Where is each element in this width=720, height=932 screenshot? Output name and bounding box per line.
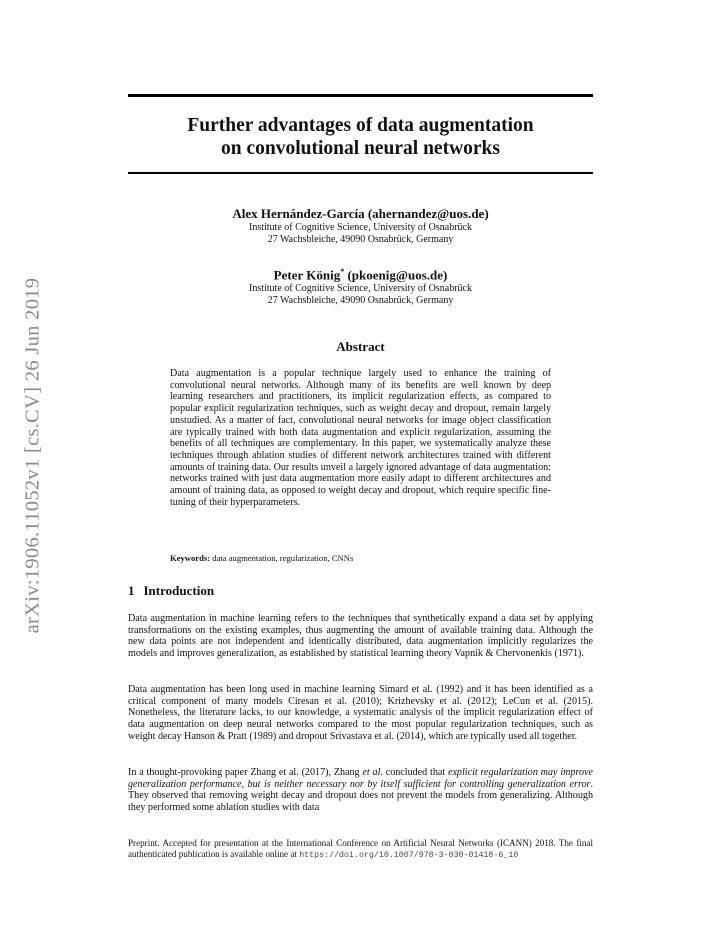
author-block-2 (128, 264, 593, 307)
author-address: 27 Wachsbleiche, 49090 Osnabrück, Germany (267, 295, 454, 307)
author-institute: Institute of Cognitive Science, University of Osnabrück (248, 222, 472, 233)
keywords-line (170, 553, 551, 564)
paper-title-line-1: Further advantages of data augmentation (187, 115, 534, 136)
arxiv-identifier-text: arXiv:1906.11052v1 [cs.CV] 26 Jun 2019 (21, 277, 44, 634)
author-email[interactable]: (pkoenig@uos.de) (347, 267, 448, 283)
title-bottom-rule (128, 172, 593, 174)
doi-link[interactable]: https://doi.org/10.1007/978-3-030-01418-6_10 (299, 851, 519, 861)
author-name (128, 264, 593, 283)
abstract-text: Data augmentation is a popular technique largely used to enhance the training of convolutional neural networks. Although many of its benefits are well known by deep learning researchers and practitioners, its implicit regularization effects, as compared to popular explicit regularization techniques, such as weight decay and dropout, remain largely unstudied. As a matter of fact, convolutional neural networks for image object classification are typically trained with both data augmentation and explicit regularization, assuming the benefits of all techniques are complementary. In this paper, we systematically analyze these techniques through ablation studies of different network architectures trained with different amounts of training data. Our results unveil a largely ignored advantage of data augmentation: networks trained with just data augmentation more easily adapt to different architectures and amount of training data, as opposed to weight decay and dropout, which require specific fine-tuning of their hyperparameters. (170, 368, 551, 508)
paper-title-line-2: on convolutional neural networks (221, 138, 500, 159)
paper-title (128, 114, 593, 160)
author-block-1 (128, 206, 593, 246)
author-address: 27 Wachsbleiche, 49090 Osnabrück, Germany (267, 234, 454, 245)
preprint-footnote (128, 838, 593, 862)
paragraph-text: In a thought-provoking paper Zhang et al. (2017), Zhang (128, 767, 363, 778)
footnote-text: Preprint. Accepted for presentation at the International Conference on Artificial Neural Networks (ICANN) 2018. The final authenticated publication is available online at (128, 838, 593, 860)
paragraph-text: . They observed that removing weight decay and dropout does not prevent the models from generalizing. Although they performed some ablation studies with data (128, 778, 593, 814)
author-footnote-marker: * (340, 267, 345, 276)
intro-paragraph-3 (128, 767, 593, 814)
section-number: 1 (128, 583, 135, 598)
arxiv-identifier-stamp (18, 253, 48, 658)
paragraph-italic-text: et al. (362, 767, 383, 778)
abstract-heading: Abstract (336, 339, 385, 354)
section-heading-introduction (128, 583, 214, 599)
keywords-label: Keywords: (170, 553, 211, 563)
author-name: Alex Hernández-García (ahernandez@uos.de) (232, 206, 489, 221)
keywords-text: data augmentation, regularization, CNNs (212, 553, 354, 563)
intro-paragraph-2: Data augmentation has been long used in machine learning Simard et al. (1992) and it has been identified as a critical component of many models Ciresan et al. (2010); Krizhevsky et al. (2012); LeCun et al. (2015). Nonetheless, the literature lacks, to our knowledge, a systematic analysis of the implicit regularization effect of data augmentation on deep neural networks compared to the most popular regularization techniques, such as weight decay Hanson & Pratt (1989) and dropout Srivastava et al. (2014), which are typically used all together. (128, 684, 593, 742)
paragraph-text: concluded that (382, 767, 448, 778)
intro-paragraph-1: Data augmentation in machine learning refers to the techniques that synthetically expand a data set by applying transformations on the existing examples, thus augmenting the amount of available training data. Although the new data points are not independent and identically distributed, data augmentation implicitly regularizes the models and improves generalization, as established by statistical learning theory Vapnik & Chervonenkis (1971). (128, 613, 593, 660)
author-institute: Institute of Cognitive Science, University of Osnabrück (248, 283, 472, 295)
title-top-rule (128, 94, 593, 97)
paragraph-quote-italic: explicit regularization may improve generalization performance, but is neither necessary nor by itself sufficient for controlling generalization error (128, 767, 594, 790)
section-title: Introduction (143, 583, 215, 598)
author-name-text: Peter König (273, 267, 341, 283)
